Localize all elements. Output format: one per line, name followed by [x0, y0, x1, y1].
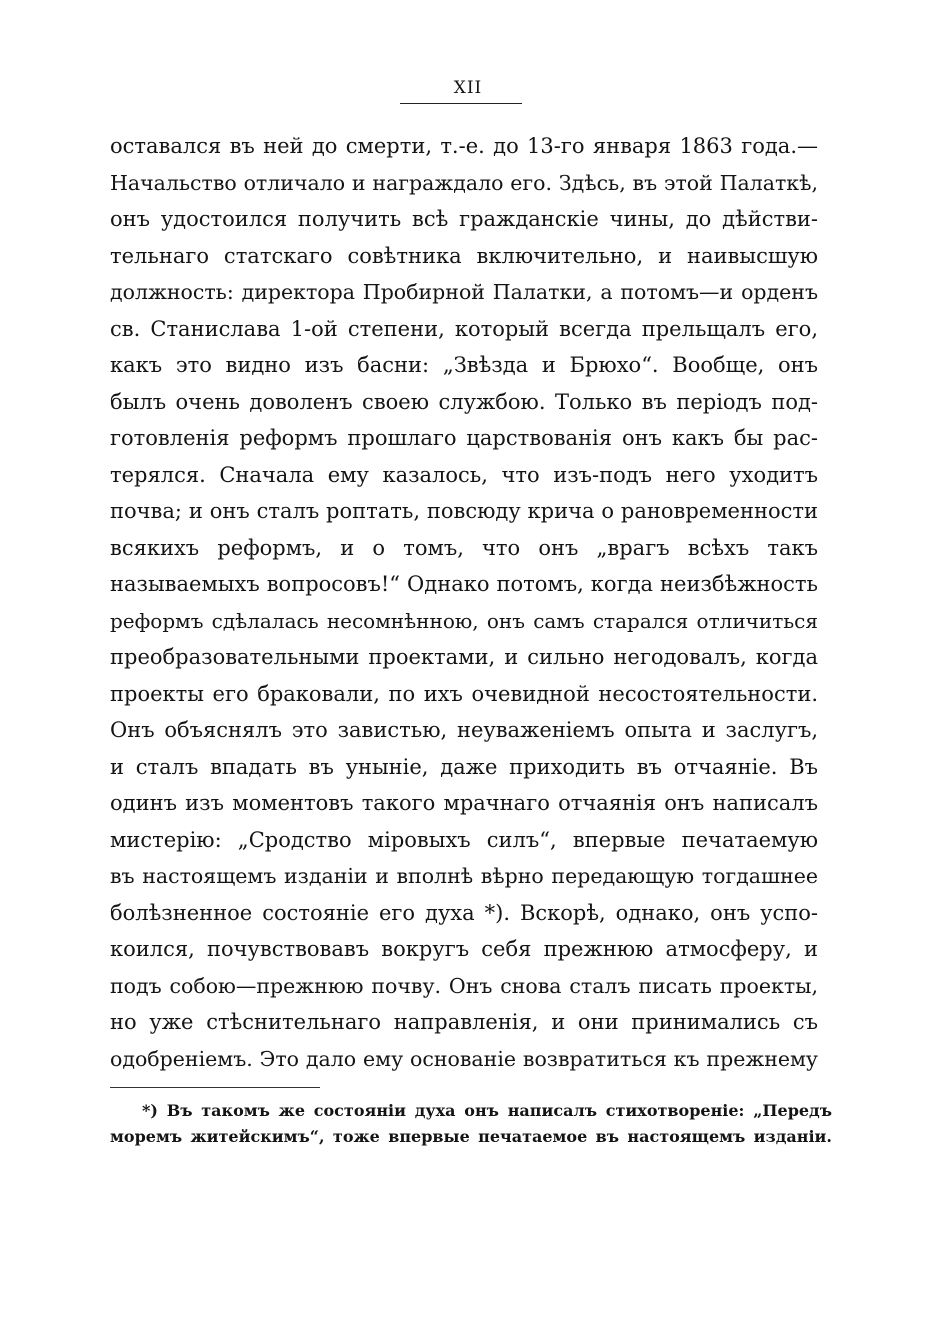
text-line: реформъ сдѣлалась несомнѣнною, онъ самъ старался отличиться — [110, 608, 818, 633]
text-line: оставался въ ней до смерти, т.-е. до 13-го января 1863 года.— — [110, 134, 818, 158]
text-line: проекты его браковали, по ихъ очевидной несостоятельности. — [110, 681, 818, 706]
text-line: терялся. Сначала ему казалось, что изъ-подъ него уходитъ — [110, 462, 818, 487]
text-line: готовленія реформъ прошлаго царствованія онъ какъ бы рас- — [110, 426, 818, 450]
body-text — [110, 128, 818, 1077]
text-line: болѣзненное состояніе его духа *). Вскорѣ, однако, онъ успо- — [110, 900, 818, 925]
text-line: въ настоящемъ изданіи и вполнѣ вѣрно передающую тогдашнее — [110, 864, 818, 888]
text-line: св. Станислава 1-ой степени, который всегда прельщалъ его, — [110, 316, 818, 341]
text-line: и сталъ впадать въ уныніе, даже приходить въ отчаяніе. Въ — [110, 754, 818, 779]
text-line: называемыхъ вопросовъ!“ Однако потомъ, когда неизбѣжность — [110, 572, 818, 596]
text-line: почва; и онъ сталъ роптать, повсюду крича о рановременности — [110, 499, 818, 523]
text-line: одинъ изъ моментовъ такого мрачнаго отчаянія онъ написалъ — [110, 791, 818, 815]
text-line: подъ собою—прежнюю почву. Онъ снова сталъ писать проекты, — [110, 973, 818, 998]
text-line: коился, почувствовавъ вокругъ себя прежнюю атмосферу, и — [110, 937, 818, 961]
footnote-line: *) Въ такомъ же состояніи духа онъ написалъ стихотвореніе: „Передъ — [142, 1101, 832, 1120]
footnote-rule — [110, 1087, 320, 1088]
text-line: Начальство отличало и награждало его. Здѣсь, въ этой Палаткѣ, — [110, 170, 818, 195]
text-line: мистерію: „Сродство міровыхъ силъ“, впервые печатаемую — [110, 827, 818, 852]
footnote-line: моремъ житейскимъ“, тоже впервые печатаемое въ настоящемъ изданіи. — [110, 1127, 832, 1146]
text-line: тельнаго статскаго совѣтника включительно, и наивысшую — [110, 243, 818, 268]
text-line: былъ очень доволенъ своею службою. Только въ періодъ под- — [110, 389, 818, 414]
text-line: должность: директора Пробирной Палатки, а потомъ—и орденъ — [110, 280, 818, 304]
footnote — [110, 1098, 832, 1150]
text-line: одобреніемъ. Это дало ему основаніе возвратиться къ прежнему — [110, 1046, 818, 1071]
text-line: преобразовательными проектами, и сильно негодовалъ, когда — [110, 645, 818, 669]
text-line: всякихъ реформъ, и о томъ, что онъ „врагъ всѣхъ такъ — [110, 535, 818, 560]
header-rule — [400, 103, 522, 104]
text-line: Онъ объяснялъ это завистью, неуваженіемъ опыта и заслугъ, — [110, 718, 818, 742]
text-line: онъ удостоился получить всѣ гражданскіе чины, до дѣйстви- — [110, 207, 818, 231]
text-line: но уже стѣснительнаго направленія, и они принимались съ — [110, 1010, 818, 1034]
text-line: какъ это видно изъ басни: „Звѣзда и Брюхо“. Вообще, онъ — [110, 353, 818, 377]
page-number: XII — [453, 78, 483, 98]
